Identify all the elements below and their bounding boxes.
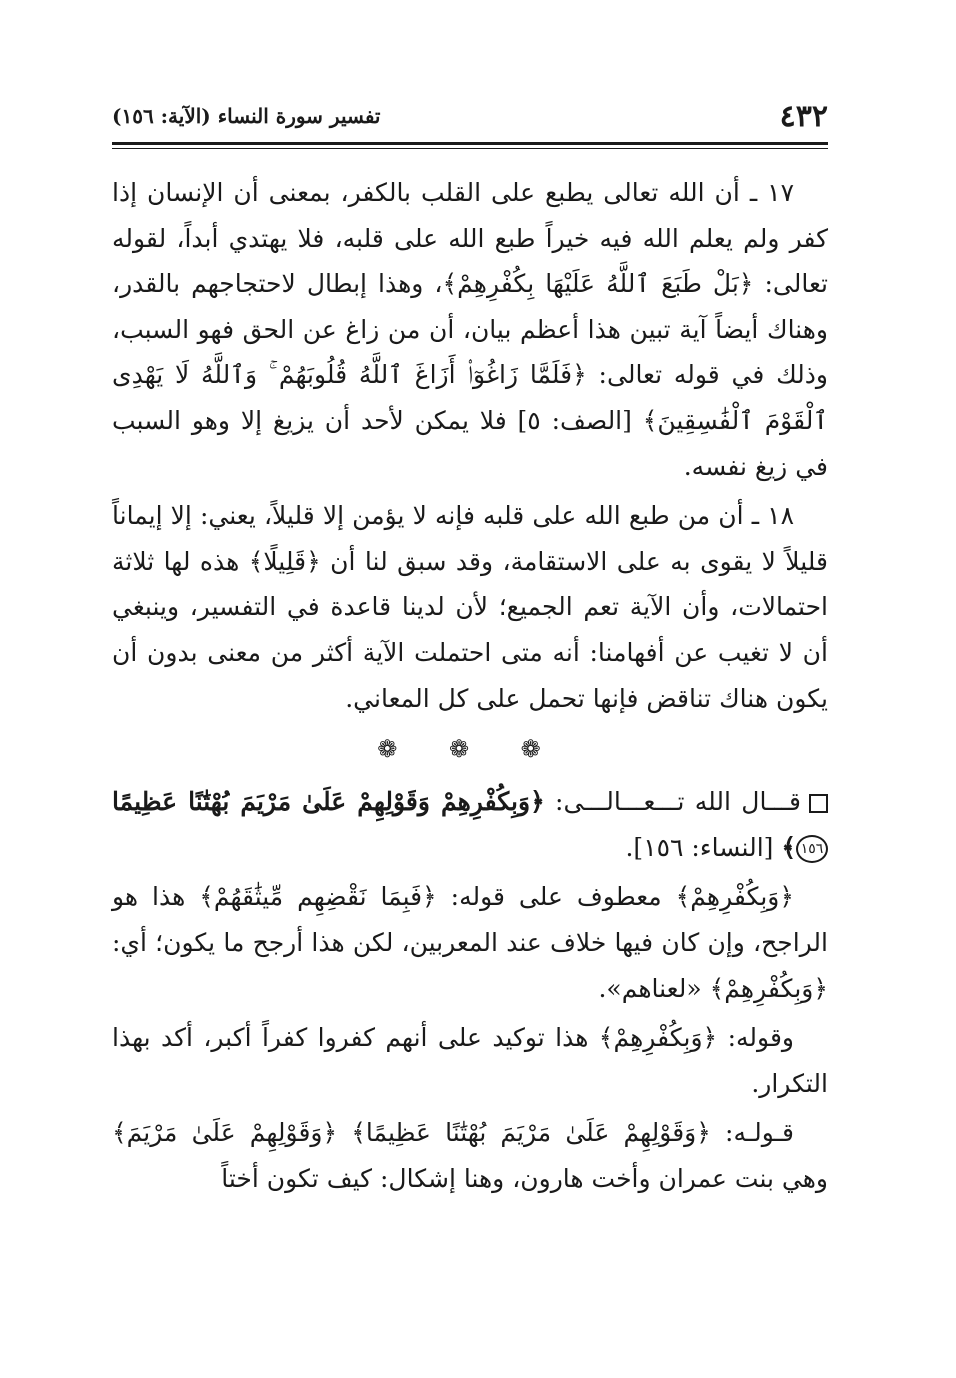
commentary-3: قـولـه: ﴿وَقَوْلِهِمْ عَلَىٰ مَرْيَمَ بُهْتَٰنًا عَظِيمًا﴾ ﴿وَقَوْلِهِمْ عَلَىٰ مَرْيَمَ﴾ وهي بنت عمران وأخت هارون، وهنا إشكال: كيف تكون أختاً [112, 1118, 828, 1193]
verse-text: ﴿وَبِكُفْرِهِمْ وَقَوْلِهِمْ عَلَىٰ مَرْيَمَ بُهْتَٰنًا عَظِيمًا [112, 787, 545, 817]
header-rule-thick [112, 142, 828, 145]
verse-close-bracket: ﴾ [781, 832, 796, 862]
verse-reference: [النساء: ١٥٦]. [625, 832, 774, 862]
ayah-number-icon: ١٥٦ [796, 835, 828, 863]
commentary-2: وقوله: ﴿وَبِكُفْرِهِمْ﴾ هذا توكيد على أنهم كفروا كفراً أكبر، أكد بهذا التكرار. [112, 1023, 828, 1098]
paragraph-18: ١٨ ـ أن من طبع الله على قلبه فإنه لا يؤمن إلا قليلاً، يعني: إلا إيماناً قليلاً لا يقوى به على الاستقامة، وقد سبق لنا أن ﴿قَلِيلًا﴾ هذه لها ثلاثة احتمالات، وأن الآية تعم الجميع؛ لأن لدينا قاعدة في التفسير، وينبغي أن لا تغيب عن أفهامنا: أنه متى احتملت الآية أكثر من معنى بدون أن يكون هناك تناقض فإنها تحمل على كل المعاني. [112, 501, 828, 713]
page-header [112, 96, 828, 136]
square-bullet-icon [809, 794, 828, 813]
verse-block [112, 779, 828, 870]
section-separator: ❁ ❁ ❁ [377, 735, 563, 764]
header-rule-thin [112, 148, 828, 149]
page-body [112, 170, 828, 1205]
running-title: تفسير سورة النساء (الآية: ١٥٦) [112, 104, 381, 128]
commentary-1: ﴿وَبِكُفْرِهِمْ﴾ معطوف على قوله: ﴿فَبِمَا نَقْضِهِم مِّيثَٰقَهُمْ﴾ هذا هو الراجح، وإن كان فيها خلاف عند المعربين، لكن هذا أرجح ما يكون؛ أي: ﴿وَبِكُفْرِهِمْ﴾ «لعناهم». [112, 882, 828, 1003]
paragraph-17: ١٧ ـ أن الله تعالى يطبع على القلب بالكفر، بمعنى أن الإنسان إذا كفر ولم يعلم الله فيه خيراً طبع الله على قلبه، فلا يهتدي أبداً، لقوله تعالى: ﴿بَلْ طَبَعَ ٱللَّهُ عَلَيْهَا بِكُفْرِهِمْ﴾، وهذا إبطال لاحتجاجهم بالقدر، وهناك أيضاً آية تبين هذا أعظم بيان، أن من زاغ عن الحق فهو السبب، وذلك في قوله تعالى: ﴿فَلَمَّا زَاغُوٓا۟ أَزَاغَ ٱللَّهُ قُلُوبَهُمْ ۚ وَٱللَّهُ لَا يَهْدِى ٱلْقَوْمَ ٱلْفَٰسِقِينَ﴾ [الصف: ٥] فلا يمكن لأحد أن يزيغ إلا وهو السبب في زيغ نفسه. [112, 178, 828, 481]
page-number: ٤٣٢ [779, 98, 828, 134]
verse-intro: قـــال الله تـــعـــالـــى: [555, 787, 801, 817]
